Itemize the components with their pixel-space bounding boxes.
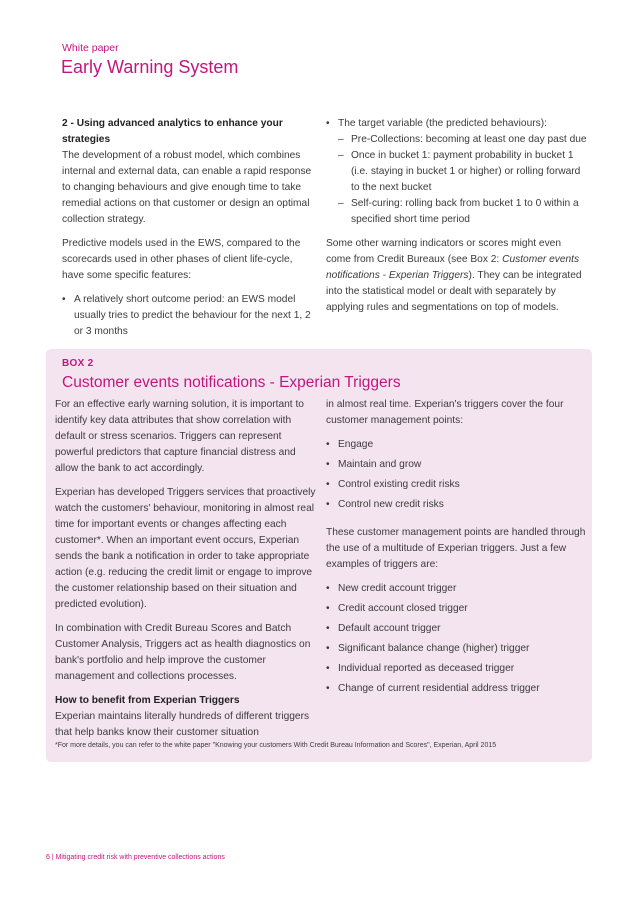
paragraph: Experian maintains literally hundreds of different triggers that help banks know their customer situation bbox=[55, 711, 310, 738]
box-footnote: *For more details, you can refer to the white paper "Knowing your customers With Credit Bureau Information and Scores", Experian, April 2015 bbox=[55, 742, 497, 749]
section-heading: 2 - Using advanced analytics to enhance your strategies bbox=[62, 118, 283, 145]
paragraph-text: Some other warning indicators or scores might even come from Credit Bureaux (see Box 2: bbox=[326, 238, 561, 265]
box-left-column bbox=[55, 397, 317, 741]
box-subheading: How to benefit from Experian Triggers bbox=[55, 695, 240, 706]
right-column bbox=[326, 116, 588, 316]
management-point: • Control new credit risks bbox=[326, 497, 586, 513]
trigger-item: • Default account trigger bbox=[326, 621, 586, 637]
management-point: • Engage bbox=[326, 437, 586, 453]
management-point: • Control existing credit risks bbox=[326, 477, 586, 493]
paragraph: For an effective early warning solution, it is important to identify key data attributes that show correlation with default or stress scenarios. Triggers can represent powerful predictors that capture financial distress and allow the bank to act accordingly. bbox=[55, 399, 304, 474]
dash-item: – Self-curing: rolling back from bucket 1 to 0 within a specified short time period bbox=[326, 196, 588, 228]
doc-title: Early Warning System bbox=[61, 57, 239, 77]
paragraph: in almost real time. Experian's triggers cover the four customer management points: bbox=[326, 399, 564, 426]
trigger-item: • Credit account closed trigger bbox=[326, 601, 586, 617]
paragraph: Predictive models used in the EWS, compared to the scorecards used in other phases of client life-cycle, have some specific features: bbox=[62, 238, 301, 281]
bullet-item: • A relatively short outcome period: an EWS model usually tries to predict the behaviour for the next 1, 2 or 3 months bbox=[62, 292, 314, 340]
trigger-item: • Change of current residential address trigger bbox=[326, 681, 586, 697]
trigger-item: • Significant balance change (higher) trigger bbox=[326, 641, 586, 657]
bullet-item: • The target variable (the predicted behaviours): bbox=[326, 116, 588, 132]
box-title: Customer events notifications - Experian Triggers bbox=[62, 374, 401, 391]
paragraph-text: ). They can be integrated into the statistical model or dealt with separately by applying rules and segmentations on top of models. bbox=[326, 270, 582, 313]
paragraph: In combination with Credit Bureau Scores and Batch Customer Analysis, Triggers act as health diagnostics on bank's portfolio and help improve the customer management and collections processes. bbox=[55, 623, 311, 682]
trigger-item: • Individual reported as deceased trigger bbox=[326, 661, 586, 677]
box-label: BOX 2 bbox=[62, 358, 94, 369]
paragraph bbox=[326, 236, 588, 316]
trigger-item: • New credit account trigger bbox=[326, 581, 586, 597]
dash-item: – Once in bucket 1: payment probability in bucket 1 (i.e. staying in bucket 1 or higher) or rolling forward to the next bucket bbox=[326, 148, 588, 196]
page-footer: 6 | Mitigating credit risk with preventive collections actions bbox=[46, 854, 225, 861]
dash-item: – Pre-Collections: becoming at least one day past due bbox=[326, 132, 588, 148]
paragraph: The development of a robust model, which combines internal and external data, can enable a rapid response to changing behaviours and give enough time to take remedial actions on that customer or design an optimal collection strategy. bbox=[62, 150, 312, 225]
box-right-column bbox=[326, 397, 586, 701]
paragraph: These customer management points are handled through the use of a multitude of Experian triggers. Just a few examples of triggers are: bbox=[326, 527, 586, 570]
paragraph: Experian has developed Triggers services that proactively watch the customers' behaviour, monitoring in almost real time for important events or changes affecting each customer*. When an important event occurs, Experian sends the bank a notification in order to take appropriate action (e.g. reducing the credit limit or engage to improve the customer relationship based on their situation and predicted evolution). bbox=[55, 487, 316, 610]
left-column bbox=[62, 116, 314, 340]
box-reference: Customer events notifications - Experian Triggers bbox=[326, 254, 580, 281]
doc-kicker: White paper bbox=[62, 42, 119, 54]
management-point: • Maintain and grow bbox=[326, 457, 586, 473]
box-2 bbox=[46, 349, 592, 762]
